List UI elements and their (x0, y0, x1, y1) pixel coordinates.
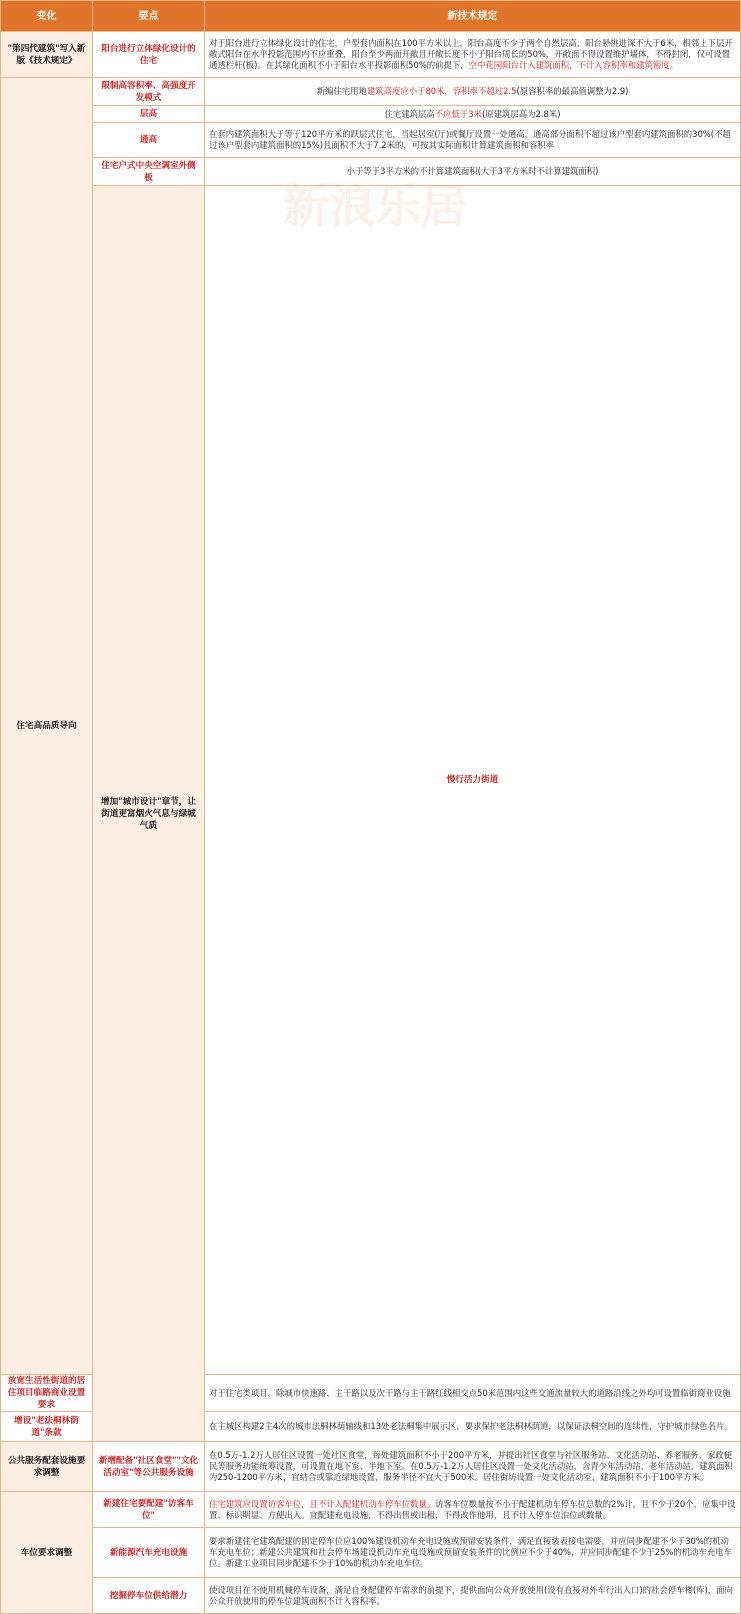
section-public-services: 公共服务配套设施要求调整 (1, 1442, 93, 1492)
header-change: 变化 (1, 1, 93, 32)
watermark-text: 新浪乐居 (283, 179, 467, 233)
rule-visitor-parking (205, 1492, 741, 1528)
rule-text: 访客车位数量按不小于配建机动车停车位总数的2%计，且不少于20个，应集中设置、标识明显、方便出入。宜配建充电设施，不得出售或出租，不得改作他用，且不计入停车位泊位或数量。 (209, 1498, 736, 1520)
table-row (1, 1528, 741, 1578)
rule-note: (原容积率的最高值调整为2.9) (516, 86, 629, 96)
table-row (1, 32, 741, 78)
point-slow-street: 慢行活力街道 (205, 186, 741, 1375)
rule-community-canteen: 在0.5万-1.2万人居住区设置一处社区食堂，每处建筑面积不小于200平方米，并提出社区食堂与社区服务站、文化活动站、养老服务、家政便民等服务功能统筹设置，可设置在地下室、半地下室。在0.5万-1.2万人居住区设置一处文化活动站，含青少年活动站、老年活动站，建筑面积为250-1200平方米，宜结合或靠近绿地设置，服务半径不宜大于500米。居住街坊设置一处文化活动室，建筑面积不小于100平方米。 (205, 1442, 741, 1492)
table-row (1, 1492, 741, 1528)
point-limit-far: 限制高容积率、高强度开发模式 (93, 78, 205, 106)
point-plane-tree-avenue: 增设"老法桐林荫道"条款 (1, 1412, 93, 1442)
rule-ac-panel: 小于等于3平方米的不计算建筑面积(大于3平方米时不计算建筑面积) (205, 158, 741, 186)
rule-note: (原建筑层高为2.8米) (481, 108, 561, 119)
point-double-height: 通高 (93, 123, 205, 158)
rule-text: 对于阳台进行立体绿化设计的住宅，户型套内面积在100平方米以上，阳台高度不少于两个自然层高，阳台悬挑进深不大于6米，相邻上下层开敞式阳台在水平投影范围内不应重叠，阳台至少两面开敞且开敞长度不小于阳台周长的50%，开敞面不得设置维护墙体，不得封闭，仅可设置通透栏杆(板)。在其绿化面积不小于阳台水平投影面积50%的前提下， (209, 38, 733, 70)
point-parking-potential: 挖掘停车位供给潜力 (93, 1578, 205, 1614)
rule-parking-potential: 使设项目在不使用机械停车设备，满足自身配建停车需求的前提下，提供面向公众开放使用(设有直接对外车行出入口)的社会停车楼(库)，面向公众开放使用的停车位建筑面积不计入容积率。 (205, 1578, 741, 1614)
rule-highlight: 建筑高度应小于80米，容积率不超过2.5 (366, 86, 517, 96)
header-key-point: 要点 (93, 1, 205, 32)
rule-text: 住宅建筑层高 (384, 108, 435, 119)
section-urban-design: 增加"城市设计"章节，让街道更富烟火气息与绿城气质 (93, 186, 205, 1442)
header-new-rule: 新技术规定 (205, 1, 741, 32)
rule-highlight: 空中花园阳台计入建筑面积，不计入容积率和建筑密度。 (468, 60, 679, 70)
point-ac-panel: 住宅户式中央空调室外侧板 (93, 158, 205, 186)
rule-highlight: 不应低于3米 (434, 108, 482, 119)
table-row (1, 1442, 741, 1492)
section-high-quality-housing: 住宅高品质导向 (1, 78, 93, 1375)
table-row (1, 106, 741, 123)
rule-floor-height (205, 106, 741, 123)
rule-balcony-greening (205, 32, 741, 78)
section-parking: 车位要求调整 (1, 1492, 93, 1614)
rule-text: 新编住宅用地 (316, 86, 367, 96)
point-community-canteen: 新增配备"社区食堂""文化活动室"等公共服务设施 (93, 1442, 205, 1492)
rule-limit-far (205, 78, 741, 106)
table-row (1, 1578, 741, 1614)
rule-highlight: 住宅建筑应设置访客车位，且不计入配建机动车停车位数量。 (209, 1498, 436, 1509)
point-balcony-greening: 阳台进行立体绿化设计的住宅 (93, 32, 205, 78)
rule-plane-tree-avenue: 在主城区构建2主4次的城市法桐林荫轴线和13处老法桐集中展示区，要求保护老法桐林荫道，以保证法桐空间的连续性，守护城市绿色名片。 (205, 1412, 741, 1442)
point-ev-charging: 新能源汽车充电设施 (93, 1528, 205, 1578)
table-row (1, 186, 741, 1375)
point-floor-height: 层高 (93, 106, 205, 123)
rule-ev-charging: 要求新建住宅建筑配建的固定停车位应100%建设机动车充电设施或预留安装条件，满足直接装表接电需要，并应同步配建不少于30%的机动车充电车位；新建公共建筑和社会停车场建设机动车充电设施或预留安装条件的比例应不少于40%，并应同步配建不少于25%的机动车充电车位。新建工业项目同步配建不少于10%的机动车充电车位。 (205, 1528, 741, 1578)
point-street-commerce: 放宽生活性街道的居住项目临路商业设置要求 (1, 1375, 93, 1412)
table-row (1, 158, 741, 186)
section-fourth-gen-building: "第四代建筑"写入新版《技术规定》 (1, 32, 93, 78)
rule-street-commerce: 对于住宅类项目，除城市快速路、主干路以及次干路与主干路红线相交点50米范围内这些交通流量较大的道路沿线之外均可设置临街商业设施 (205, 1375, 741, 1412)
table-row (1, 123, 741, 158)
table-header-row (1, 1, 741, 32)
rule-double-height: 在套内建筑面积大于等于120平方米的跃层式住宅，当起居室(厅)或餐厅设置一处通高，通高部分面积不超过该户型套内建筑面积的30%(不超过该户型套内建筑面积的15%)且面积不大于7.2米的，可按其实际面积计算建筑面积和容积率 (205, 123, 741, 158)
point-visitor-parking: 新建住宅要配建"访客车位" (93, 1492, 205, 1528)
table-row (1, 78, 741, 106)
